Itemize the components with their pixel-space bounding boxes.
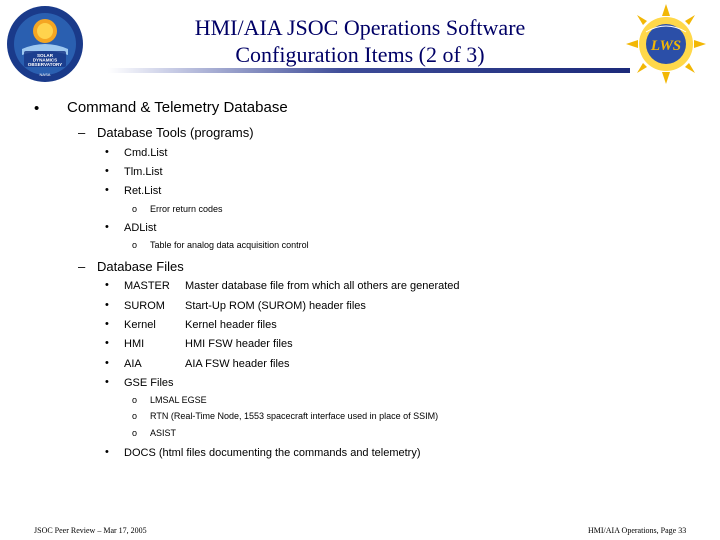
file-item-name: DOCS (html files documenting the commands and telemetry) (124, 447, 421, 459)
tool-item: Ret.List (124, 185, 162, 197)
lws-logo (624, 2, 708, 86)
sdo-logo (6, 5, 84, 83)
file-item-desc: Start-Up ROM (SUROM) header files (185, 300, 366, 312)
main-bullet-marker: • (34, 100, 40, 117)
title-line-1: HMI/AIA JSOC Operations Software (194, 15, 526, 40)
subitem-marker: o (132, 204, 138, 214)
file-item-name: HMI (124, 338, 145, 350)
item-bullet: • (105, 279, 109, 291)
section-label-files: Database Files (97, 259, 184, 274)
file-item-desc: Kernel header files (185, 319, 277, 331)
file-item-desc: AIA FSW header files (185, 358, 290, 370)
item-bullet: • (105, 337, 109, 349)
svg-text:SOLAR: SOLAR (36, 53, 54, 58)
file-item-name: Kernel (124, 319, 156, 331)
file-item-name: MASTER (124, 280, 170, 292)
item-bullet: • (105, 376, 109, 388)
tool-subitem: Error return codes (150, 204, 223, 214)
subitem-marker: o (132, 395, 138, 405)
gse-subitem: LMSAL EGSE (150, 395, 207, 405)
svg-text:DYNAMICS: DYNAMICS (32, 57, 58, 63)
svg-text:OBSERVATORY: OBSERVATORY (27, 62, 63, 67)
item-bullet: • (105, 299, 109, 311)
subitem-marker: o (132, 428, 138, 438)
subitem-marker: o (132, 240, 138, 250)
section-dash: – (78, 259, 86, 274)
tool-item: Tlm.List (124, 166, 163, 178)
file-item-name: GSE Files (124, 377, 174, 389)
subitem-marker: o (132, 411, 138, 421)
file-item-desc: HMI FSW header files (185, 338, 293, 350)
item-bullet: • (105, 184, 109, 196)
svg-text:LWS: LWS (650, 38, 682, 54)
item-bullet: • (105, 146, 109, 158)
item-bullet: • (105, 357, 109, 369)
page-title (150, 14, 570, 68)
main-bullet-text: Command & Telemetry Database (67, 99, 288, 116)
gse-subitem: ASIST (150, 428, 177, 438)
title-underline-bar (108, 68, 630, 73)
tool-subitem: Table for analog data acquisition control (150, 240, 309, 250)
footer-right: HMI/AIA Operations, Page 33 (588, 526, 687, 535)
tool-item: ADList (124, 222, 157, 234)
item-bullet: • (105, 165, 109, 177)
section-dash: – (78, 125, 86, 140)
gse-subitem: RTN (Real-Time Node, 1553 spacecraft interface used in place of SSIM) (150, 411, 439, 421)
file-item-name: SUROM (124, 300, 165, 312)
item-bullet: • (105, 318, 109, 330)
file-item-desc: Master database file from which all others are generated (185, 280, 460, 292)
section-label-tools: Database Tools (programs) (97, 125, 254, 140)
footer-left: JSOC Peer Review – Mar 17, 2005 (34, 526, 147, 535)
file-item-name: AIA (124, 358, 142, 370)
tool-item: Cmd.List (124, 147, 168, 159)
item-bullet: • (105, 446, 109, 458)
svg-text:NASA: NASA (39, 72, 51, 77)
title-line-2: Configuration Items (2 of 3) (235, 42, 485, 67)
item-bullet: • (105, 221, 109, 233)
